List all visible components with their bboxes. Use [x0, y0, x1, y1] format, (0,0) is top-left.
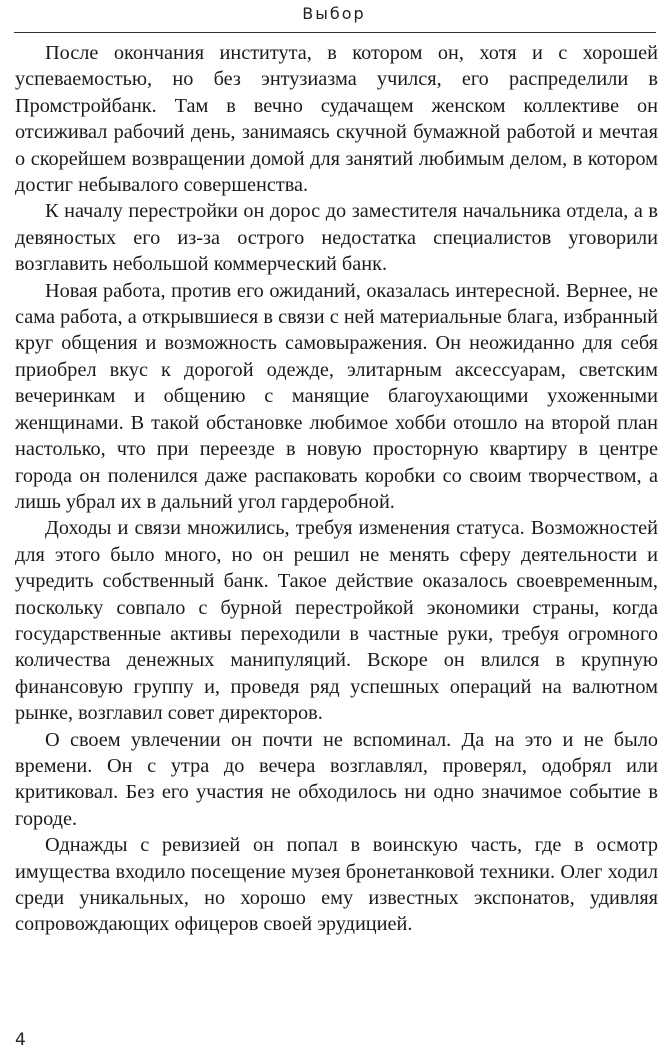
running-header-title: Выбор — [302, 4, 366, 23]
paragraph: К началу перестройки он дорос до заместителя начальника отдела, а в девяностых его из-за острого недостатка специалистов уговорили возглавить небольшой коммерческий банк. — [15, 200, 658, 276]
page-number: 4 — [15, 1030, 26, 1050]
paragraph: Однажды с ревизией он попал в воинскую часть, где в осмотр имущества входило посещение музея бронетанковой техники. Олег ходил среди уникальных, но хорошо ему известных экспонатов, удивляя сопровождающих офицеров своей эрудицией. — [15, 834, 658, 936]
paragraph: Новая работа, против его ожиданий, оказалась интересной. Вернее, не сама работа, а открывшиеся в связи с ней материальные блага, избранный круг общения и возможность самовыражения. Он неожиданно для себя приобрел вкус к дорогой одежде, элитарным аксессуарам, светским вечеринкам и общению с манящие благоухающими ухоженными женщинами. В такой обстановке любимое хобби отошло на второй план настолько, что при переезде в новую просторную квартиру в центре города он поленился даже распаковать коробки со своим творчеством, а лишь убрал их в дальний угол гардеробной. — [15, 279, 658, 513]
body-text — [15, 40, 658, 938]
paragraph: О своем увлечении он почти не вспоминал. Да на это и не было времени. Он с утра до вечера возглавлял, проверял, одобрял или критиковал. Без его участия не обходилось ни одно значимое событие в городе. — [15, 728, 658, 830]
paragraph: После окончания института, в котором он, хотя и с хорошей успеваемостью, но без энтузиазма учился, его распределили в Промстройбанк. Там в вечно судачащем женском коллективе он отсиживал рабочий день, занимаясь скучной бумажной работой и мечтая о скорейшем возвращении домой для занятий любимым делом, в котором достиг небывалого совершенства. — [15, 42, 658, 197]
header-rule — [14, 32, 656, 33]
paragraph: Доходы и связи множились, требуя изменения статуса. Возможностей для этого было много, но он решил не менять сферу деятельности и учредить собственный банк. Такое действие оказалось своевременным, поскольку совпало с бурной перестройкой экономики страны, когда государственные активы переходили в частные руки, требуя огромного количества денежных манипуляций. Вскоре он влился в крупную финансовую группу и, проведя ряд успешных операций на валютном рынке, возглавил совет директоров. — [15, 517, 658, 725]
